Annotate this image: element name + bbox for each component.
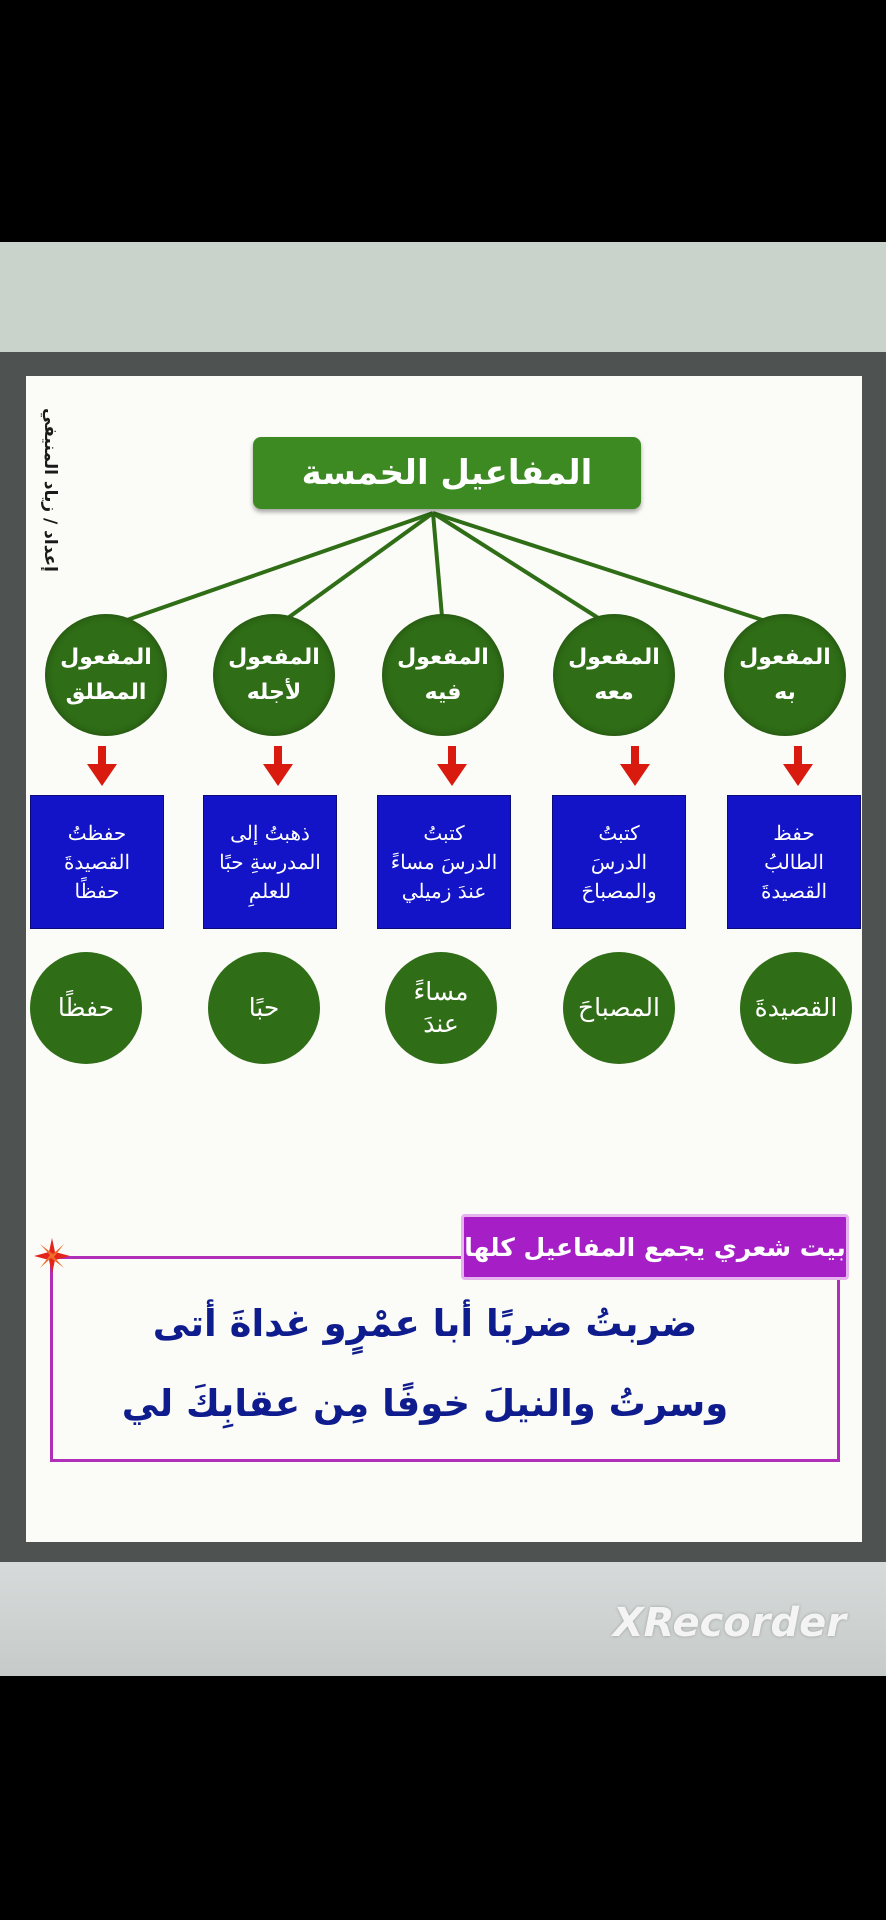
example-line: حفظ xyxy=(773,820,815,845)
example-line: الدرسَ xyxy=(590,849,648,874)
answer-circle-absolute xyxy=(30,952,142,1064)
category-circle-absolute xyxy=(45,614,167,736)
example-line: المدرسةِ حبًا xyxy=(219,849,321,874)
example-line: الدرسَ مساءً xyxy=(390,849,498,874)
category-line1: المفعول xyxy=(60,644,152,670)
example-box-purpose xyxy=(203,795,337,929)
down-arrow-icon xyxy=(620,746,650,788)
example-line: ذهبتُ إلى xyxy=(230,820,310,845)
example-box-in xyxy=(377,795,511,929)
answer-circle-object xyxy=(740,952,852,1064)
example-line: حفظًا xyxy=(74,878,120,903)
category-line2: المطلق xyxy=(65,680,147,705)
answer-circle-purpose xyxy=(208,952,320,1064)
answer-text: حبًا xyxy=(248,992,280,1022)
category-line1: المفعول xyxy=(568,644,660,670)
down-arrow-icon xyxy=(437,746,467,788)
category-circle-with xyxy=(553,614,675,736)
answer-circle-with xyxy=(563,952,675,1064)
category-line1: المفعول xyxy=(739,644,831,670)
category-circle-purpose xyxy=(213,614,335,736)
example-line: كتبتُ xyxy=(598,820,640,845)
example-line: الطالبُ xyxy=(764,849,824,874)
author-credit: إعداد / زياد المنيفي xyxy=(40,408,60,572)
example-line: القصيدةَ xyxy=(760,878,828,903)
down-arrow-icon xyxy=(87,746,117,788)
answer-text: مساءً xyxy=(413,976,469,1006)
example-line: القصيدةَ xyxy=(63,849,131,874)
category-line2: لأجله xyxy=(246,680,302,705)
category-line2: معه xyxy=(594,680,634,705)
example-line: والمصباحَ xyxy=(581,878,657,903)
answer-text: حفظًا xyxy=(57,992,115,1022)
example-line: كتبتُ xyxy=(423,820,465,845)
answer-circle-in xyxy=(385,952,497,1064)
category-circle-in xyxy=(382,614,504,736)
category-line1: المفعول xyxy=(228,644,320,670)
category-circle-object xyxy=(724,614,846,736)
verse-line-1: ضربتُ ضربًا أبا عمْرٍو غداةَ أتى xyxy=(152,1302,698,1345)
diagram-title: المفاعيل الخمسة xyxy=(253,437,641,509)
category-line2: به xyxy=(774,680,796,705)
category-line2: فيه xyxy=(424,680,462,705)
category-line1: المفعول xyxy=(397,644,489,670)
watermark-text: XRecorder xyxy=(612,1600,846,1646)
answer-text: عندَ xyxy=(423,1009,459,1038)
answer-text: القصيدةَ xyxy=(754,992,838,1022)
verse-line-2: وسرتُ والنيلَ خوفًا مِن عقابِكَ لي xyxy=(121,1382,729,1425)
example-box-absolute xyxy=(30,795,164,929)
example-line: للعلمِ xyxy=(248,878,292,903)
down-arrow-icon xyxy=(783,746,813,788)
example-line: حفظتُ xyxy=(67,820,127,845)
down-arrow-icon xyxy=(263,746,293,788)
example-box-object xyxy=(727,795,861,929)
verse-heading: بيت شعري يجمع المفاعيل كلها xyxy=(461,1214,849,1280)
verse-frame xyxy=(50,1256,840,1462)
answer-text: المصباحَ xyxy=(578,992,660,1022)
example-line: عندَ زميلي xyxy=(401,878,487,903)
example-box-with xyxy=(552,795,686,929)
star-burst-icon xyxy=(34,1238,70,1274)
